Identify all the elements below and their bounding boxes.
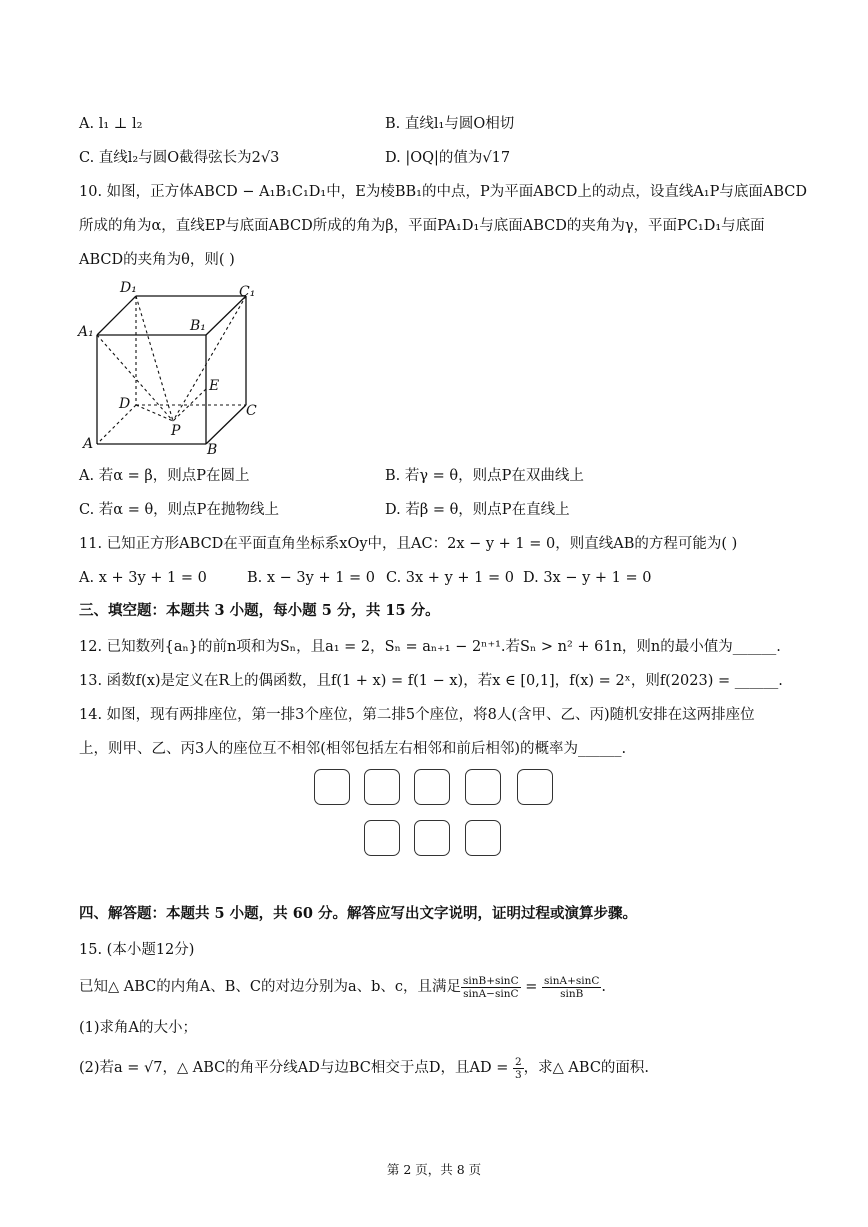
q10-stem-line3: ABCD的夹角为θ，则( ) (79, 252, 235, 268)
seat-back-1 (364, 820, 400, 856)
q9-option-b: B. 直线l₁与圆O相切 (385, 116, 515, 132)
q15-header: 15. (本小题12分) (79, 942, 195, 958)
cube-figure (76, 278, 276, 458)
q15-part2 (79, 1053, 649, 1083)
label-c1: C₁ (239, 284, 256, 300)
q11-option-d: D. 3x − y + 1 = 0 (523, 570, 652, 586)
seat-front-5 (517, 769, 553, 805)
q11-option-b: B. x − 3y + 1 = 0 (247, 570, 376, 586)
q10-option-b: B. 若γ = θ，则点P在双曲线上 (385, 468, 584, 484)
seat-front-1 (314, 769, 350, 805)
frac-right-numerator: sinA+sinC (543, 974, 600, 987)
seat-front-3 (414, 769, 450, 805)
q15-stem (79, 972, 606, 1002)
part2-frac-denominator: 3 (514, 1068, 522, 1081)
q15-part1: (1)求角A的大小； (79, 1020, 198, 1036)
page-footer: 第 2 页，共 8 页 (386, 1162, 482, 1177)
q9-option-d: D. |OQ|的值为√17 (385, 150, 511, 166)
q10-stem-line1: 10. 如图，正方体ABCD − A₁B₁C₁D₁中，E为棱BB₁的中点，P为平面ABCD上的动点，设直线A₁P与底面ABCD (79, 184, 807, 200)
q15-part2-tail: ，求△ ABC的面积. (523, 1060, 650, 1076)
label-a: A (83, 436, 94, 452)
q10-option-c: C. 若α = θ，则点P在抛物线上 (79, 502, 279, 518)
label-a1: A₁ (78, 324, 94, 340)
q15-fraction-right (542, 975, 601, 1000)
section-3-heading: 三、填空题：本题共 3 小题，每小题 5 分，共 15 分。 (79, 602, 440, 619)
q11-stem: 11. 已知正方形ABCD在平面直角坐标系xOy中，且AC：2x − y + 1 = 0，则直线AB的方程可能为( ) (79, 536, 738, 552)
q15-stem-text: 已知△ ABC的内角A、B、C的对边分别为a、b、c，且满足 (79, 979, 462, 995)
frac-left-numerator: sinB+sinC (463, 974, 519, 987)
q10-option-d: D. 若β = θ，则点P在直线上 (385, 502, 570, 518)
q10-option-a: A. 若α = β，则点P在圆上 (79, 468, 250, 484)
q9-option-c: C. 直线l₂与圆O截得弦长为2√3 (79, 150, 280, 166)
q13: 13. 函数f(x)是定义在R上的偶函数，且f(1 + x) = f(1 − x)，若x ∈ [0,1]，f(x) = 2ˣ，则f(2023) = ______. (79, 673, 783, 689)
seat-back-3 (465, 820, 501, 856)
q15-part2-fraction (513, 1056, 524, 1081)
q14-line2: 上，则甲、乙、丙3人的座位互不相邻(相邻包括左右相邻和前后相邻)的概率为______. (79, 741, 627, 757)
frac-right-denominator: sinB (560, 987, 584, 1000)
frac-left-denominator: sinA−sinC (463, 987, 519, 1000)
q10-stem-line2: 所成的角为α，直线EP与底面ABCD所成的角为β，平面PA₁D₁与底面ABCD的夹角为γ，平面PC₁D₁与底面 (79, 218, 765, 234)
label-e: E (209, 378, 220, 394)
seat-back-2 (414, 820, 450, 856)
q11-option-a: A. x + 3y + 1 = 0 (79, 570, 207, 586)
label-d: D (119, 396, 131, 412)
label-p: P (171, 423, 181, 439)
q15-fraction-left (461, 975, 521, 1000)
stem-period: . (601, 979, 607, 995)
q14-line1: 14. 如图，现有两排座位，第一排3个座位，第二排5个座位，将8人(含甲、乙、丙)随机安排在这两排座位 (79, 707, 755, 723)
q9-option-a: A. l₁ ⊥ l₂ (79, 116, 143, 132)
label-c: C (246, 403, 257, 419)
seat-front-4 (465, 769, 501, 805)
section-4-heading: 四、解答题：本题共 5 小题，共 60 分。解答应写出文字说明，证明过程或演算步骤。 (79, 905, 637, 922)
label-b1: B₁ (190, 318, 206, 334)
seat-front-2 (364, 769, 400, 805)
q11-option-c: C. 3x + y + 1 = 0 (386, 570, 514, 586)
part2-frac-numerator: 2 (514, 1055, 522, 1068)
label-b: B (207, 442, 218, 458)
q12: 12. 已知数列{aₙ}的前n项和为Sₙ，且a₁ = 2，Sₙ = aₙ₊₁ − 2ⁿ⁺¹.若Sₙ > n² + 61n，则n的最小值为______. (79, 639, 781, 655)
equals-sign: = (520, 979, 542, 995)
label-d1: D₁ (120, 280, 137, 296)
q15-part2-text: (2)若a = √7，△ ABC的角平分线AD与边BC相交于点D，且AD = (79, 1060, 513, 1076)
